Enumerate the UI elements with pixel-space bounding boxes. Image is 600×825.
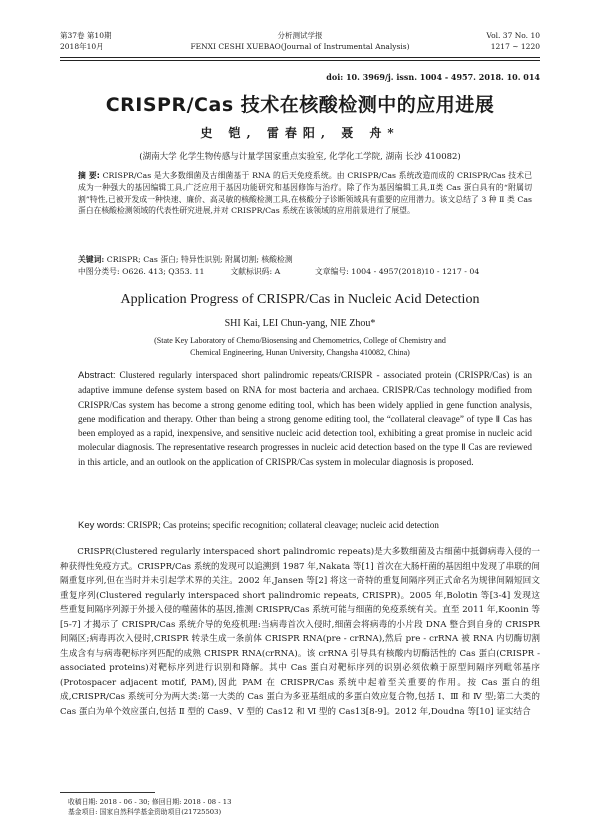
en-affiliation-line2: Chemical Engineering, Hunan University, Changsha 410082, China)	[190, 348, 410, 357]
cn-keywords-text: CRISPR; Cas 蛋白; 特异性识别; 附属切割; 核酸检测	[106, 255, 293, 264]
doc-code: 文献标识码: A	[230, 267, 281, 276]
en-abstract-label: Abstract:	[78, 370, 116, 381]
en-keywords-label: Key words:	[78, 520, 125, 531]
en-title: Application Progress of CRISPR/Cas in Nucleic Acid Detection	[120, 292, 480, 307]
footnote-funding: 基金项目: 国家自然科学基金资助项目(21725503)	[68, 808, 222, 816]
clc-number: 中图分类号: O626. 413; Q353. 11	[78, 267, 205, 276]
en-abstract-text: Clustered regularly interspaced short palindromic repeats/CRISPR - associated protein (CRISPR/Cas) is an adaptive immune defense system based on RNA for most bacteria and archaea. CRISPR/Cas technology modified from CRISPR/Cas system has become a strong genome editing tool, which has been widely applied in gene function analysis, gene modification and therapy. Other than being a strong genome editing tool, the “collateral cleavage” of type Ⅱ Cas has been employed as a rapid, inexpensive, and sensitive nucleic acid detection tool, exhibiting a great promise in nucleic acid molecular diagnosis. The representative research progresses in nucleic acid detection based on the type Ⅱ Cas are reviewed in this article, and an outlook on the application of CRISPR/Cas system in molecular diagnosis is proposed.	[78, 370, 532, 467]
header-vol-en: Vol. 37 No. 10	[486, 31, 540, 40]
en-keywords	[78, 520, 532, 531]
header-date: 2018年10月	[60, 42, 104, 51]
article-number: 文章编号: 1004 - 4957(2018)10 - 1217 - 04	[314, 267, 480, 276]
en-keywords-text: CRISPR; Cas proteins; specific recognition; collateral cleavage; nucleic acid detection	[127, 520, 439, 530]
en-affiliation-line1: (State Key Laboratory of Chemo/Biosensing and Chemometrics, College of Chemistry and	[154, 336, 446, 345]
header-rule	[60, 57, 540, 58]
header-pages	[390, 30, 540, 52]
cn-keywords	[78, 254, 532, 265]
cn-classification	[78, 266, 532, 277]
en-abstract	[78, 368, 532, 469]
header-rule-thin	[60, 60, 540, 61]
cn-authors: 史 铠, 雷春阳, 聂 舟*	[200, 126, 400, 140]
cn-abstract	[78, 170, 532, 217]
cn-title: CRISPR/Cas 技术在核酸检测中的应用进展	[105, 94, 495, 116]
cn-abstract-label: 摘 要:	[78, 171, 100, 180]
running-header	[60, 30, 540, 56]
footnote-dates: 收稿日期: 2018 - 06 - 30; 修回日期: 2018 - 08 - 13	[68, 798, 232, 806]
body-paragraph: CRISPR(Clustered regularly interspaced short palindromic repeats)是大多数细菌及古细菌中抵御病毒入侵的一种获得性免疫方式。CRISPR/Cas 系统的发现可以追溯到 1987 年,Nakata 等[1] 首次在大肠杆菌的基因组中发现了串联的间隔重复序列,但在当时并未引起学术界的关注。2002 年,Jansen 等[2] 将这一奇特的重复间隔序列正式命名为规律间隔短回文重复序列(Clustered regularly interspaced short palindromic repeats, CRISPR)。2005 年,Bolotin 等[3-4] 发现这些重复间隔序列源于外援入侵的噬菌体的基因,推测 CRISPR/Cas 系统可能与细菌的免疫系统有关。直至 2011 年,Koonin 等[5-7] 才揭示了 CRISPR/Cas 系统介导的免疫机理:当病毒首次入侵时,细菌会将病毒的小片段 DNA 整合到自身的 CRISPR 间隔区;病毒再次入侵时,CRISPR 转录生成一条前体 CRISPR RNA(pre - crRNA),然后 pre - crRNA 被 RNA 内切酶切割生成含有与病毒靶标序列匹配的成熟 CRISPR RNA(crRNA)。该 crRNA 引导具有核酸内切酶活性的 Cas 蛋白(CRISPR - associated proteins)对靶标序列进行识别和降解。其中 Cas 蛋白对靶标序列的识别必须依赖于原型间隔序列毗邻基序(Protospacer adjacent motif, PAM),因此 PAM 在 CRISPR/Cas 系统中起着至关重要的作用。按 Cas 蛋白的组成,CRISPR/Cas 系统可分为两大类:第一大类的 Cas 蛋白为多亚基组成的多蛋白效应复合物,包括 Ⅰ、Ⅲ 和 Ⅳ 型;第二大类的 Cas 蛋白为单个效应蛋白,包括 Ⅱ 型的 Cas9、Ⅴ 型的 Cas12 和 Ⅵ 型的 Cas13[8-9]。2012 年,Doudna 等[10] 证实结合	[60, 547, 540, 717]
doi: doi: 10. 3969/j. issn. 1004 - 4957. 2018. 10. 014	[326, 72, 540, 82]
header-journal-en: FENXI CESHI XUEBAO(Journal of Instrumental Analysis)	[190, 42, 410, 51]
header-volume: 第37卷 第10期	[60, 31, 112, 40]
footnote	[68, 797, 540, 817]
en-authors: SHI Kai, LEI Chun-yang, NIE Zhou*	[224, 318, 376, 329]
cn-affiliation: (湖南大学 化学生物传感与计量学国家重点实验室, 化学化工学院, 湖南 长沙 410082)	[139, 152, 461, 162]
header-page-range: 1217 ~ 1220	[490, 42, 540, 51]
en-affiliation	[70, 335, 530, 359]
header-journal-cn: 分析测试学报	[277, 31, 323, 40]
footnote-rule	[60, 792, 155, 793]
cn-abstract-text: CRISPR/Cas 是大多数细菌及古细菌基于 RNA 的后天免疫系统。由 CRISPR/Cas 系统改造而成的 CRISPR/Cas 技术已成为一种强大的基因编辑工具,广泛应用于基因功能研究和基因修饰与治疗。除了作为基因编辑工具,Ⅱ类 Cas 蛋白具有的“附属切割”特性,已被开发成一种快速、廉价、高灵敏的核酸检测工具,在核酸分子诊断领域具有重要的应用潜力。该文总结了 3 种 Ⅱ 类 Cas 蛋白在核酸检测领域的代表性研究进展,并对 CRISPR/Cas 系统在该领域的应用前景进行了展望。	[78, 171, 532, 216]
cn-keywords-label: 关键词:	[78, 255, 105, 264]
